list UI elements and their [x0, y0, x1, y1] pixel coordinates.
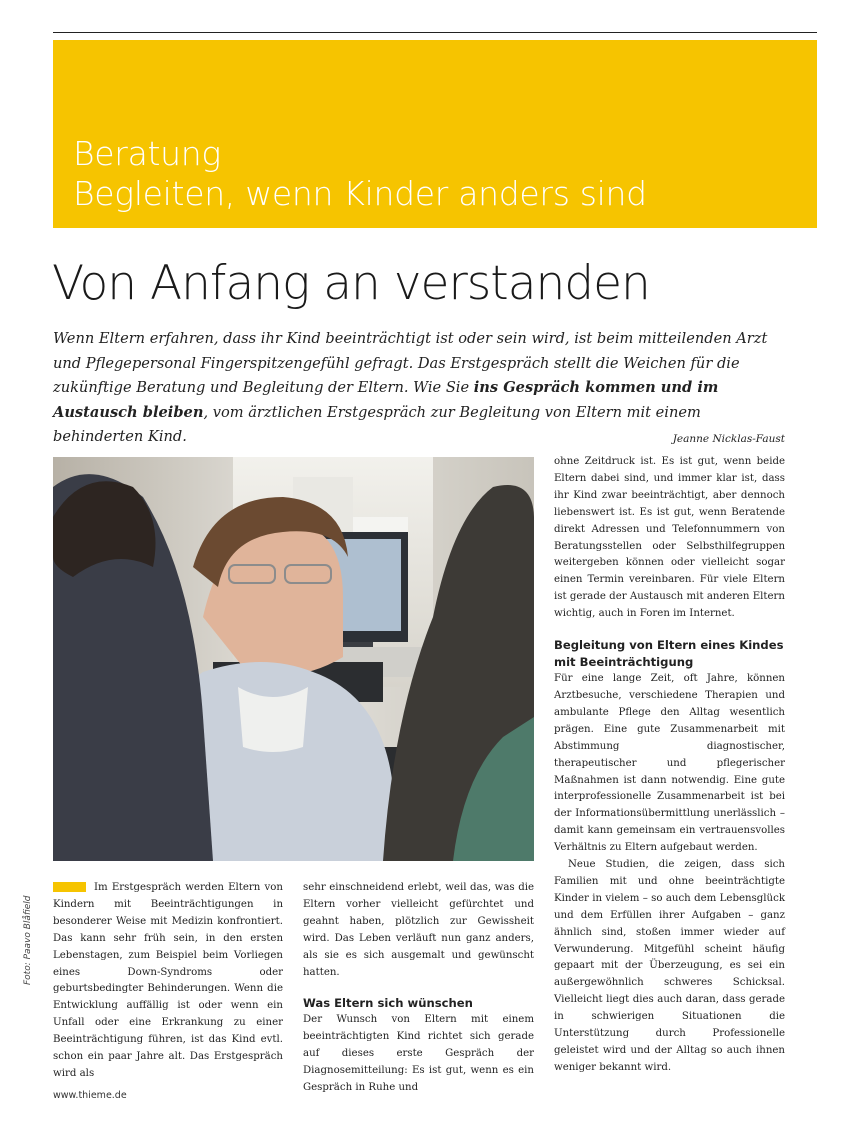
paragraph: ohne Zeitdruck ist. Es ist gut, wenn beide Eltern dabei sind, und immer klar ist, dass ihr Kind zwar beeinträchtigt, aber dennoch liebenswert ist. Es ist gut, wenn Beratende direkt Adressen und Telefonnummern von Beratungsstellen oder Selbsthilfegruppen weitergeben können oder vielleicht sogar einen Termin vereinbaren. Für viele Eltern ist gerade der Austausch mit anderen Eltern wichtig, auch in Foren im Internet.	[554, 456, 785, 620]
paragraph: Für eine lange Zeit, oft Jahre, können Arztbesuche, verschiedene Therapien und ambulante Pflege den Alltag wesentlich prägen. Eine gute Zusammenarbeit mit Abstimmung diagnostischer, therapeutischer und pflegerischer Maßnahmen ist dann notwendig. Eine gute interprofessionelle Zusammenarbeit ist bei der Informationsübermittlung unerlässlich – damit kann gemeinsam ein vertrauensvolles Verhältnis zu Eltern aufgebaut werden.	[554, 673, 785, 854]
photo-credit: Foto: Paavo Blåfield	[23, 895, 33, 985]
text-column-1	[53, 880, 283, 1083]
text-column-2	[303, 880, 534, 1097]
lead-text: Wenn Eltern erfahren, dass ihr Kind beeinträchtigt ist oder sein wird, ist beim mitteilenden Arzt und Pflegepersonal Fingerspitzengefühl gefragt. Das Erstgespräch stellt die Weichen für die zukünftige Beratung und Begleitung der Eltern. Wie Sie	[53, 330, 768, 396]
paragraph: sehr einschneidend erlebt, weil das, was die Eltern vorher vielleicht gefürchtet und geahnt haben, plötzlich zur Gewissheit wird. Das Leben verläuft nun ganz anders, als sie es sich ausgemalt und gewünscht hatten.	[303, 882, 534, 978]
accent-marker	[53, 882, 86, 892]
article-headline: Von Anfang an verstanden	[52, 256, 650, 311]
subheading: Begleitung von Eltern eines Kindes mit Beeinträchtigung	[554, 638, 784, 670]
article-lead	[53, 327, 785, 452]
top-rule	[53, 32, 817, 33]
paragraph	[53, 880, 283, 1083]
article-photo	[53, 457, 534, 861]
paragraph: Der Wunsch von Eltern mit einem beeinträchtigten Kind richtet sich gerade auf dieses erste Gespräch der Diagnosemitteilung: Es ist gut, wenn es ein Gespräch in Ruhe und	[303, 1014, 534, 1094]
footer-url: www.thieme.de	[53, 1090, 127, 1101]
section-banner	[53, 40, 817, 228]
subheading: Was Eltern sich wünschen	[303, 996, 473, 1011]
consultation-photo-illustration	[53, 457, 534, 861]
paragraph-text: Im Erstgespräch werden Eltern von Kindern mit Beeinträchtigungen in besonderer Weise mit Medizin konfrontiert. Das kann sehr früh sein, in den ersten Lebenstagen, zum Beispiel beim Vorliegen eines Down-Syndroms oder geburtsbedingter Behinderungen. Wenn die Entwicklung auffällig ist oder wenn ein Unfall oder eine Erkrankung zu einer Beeinträchtigung führen, ist das Kind evtl. schon ein paar Jahre alt. Das Erstgespräch wird als	[53, 882, 283, 1079]
text-column-3	[554, 454, 785, 1077]
lead-text-end: , vom ärztlichen Erstgespräch zur Begleitung von Eltern mit einem behinderten Kind.	[53, 403, 701, 445]
author-name: Jeanne Nicklas-Faust	[672, 433, 785, 445]
paragraph: Neue Studien, die zeigen, dass sich Familien mit und ohne beeinträchtigte Kinder in vielem – so auch dem Lebensglück und dem Erfüllen ihrer Aufgaben – ganz ähnlich sind, stoßen immer wieder auf Verwunderung. Mitgefühl scheint häufig gepaart mit der Überzeugung, es sei ein außergewöhnlich schweres Schicksal. Vielleicht liegt dies auch daran, dass gerade in schwierigen Situationen die Unterstützung durch Professionelle geleistet wird und der Alltag so auch ihnen weniger bekannt wird.	[554, 859, 785, 1073]
lead-bold-text: ins Gespräch kommen und im Austausch bleiben	[53, 379, 719, 421]
section-label: Beratung	[73, 134, 221, 173]
section-subtitle: Begleiten, wenn Kinder anders sind	[73, 174, 647, 213]
